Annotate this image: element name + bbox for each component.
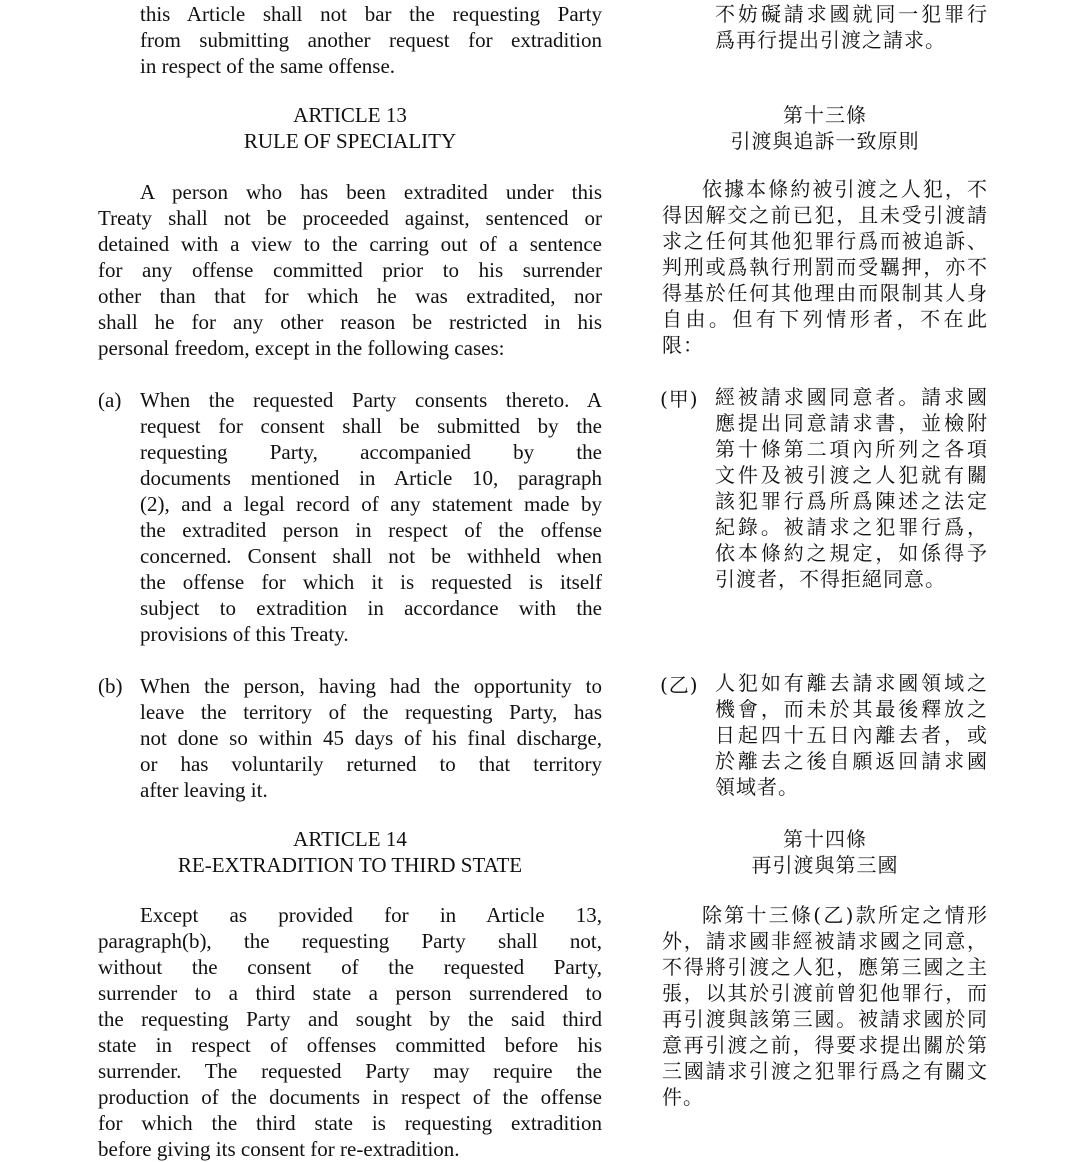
paragraph-line: surrender. The requested Party may require the	[98, 1059, 602, 1083]
paragraph-line: 得因解交之前已犯，且未受引渡請	[662, 203, 988, 227]
paragraph-line: 外，請求國非經被請求國之同意，	[662, 929, 988, 953]
paragraph-line: from submitting another request for extradition	[140, 28, 602, 52]
item-marker: (b)	[98, 674, 123, 698]
paragraph-line: 意再引渡之前，得要求提出關於第	[662, 1033, 988, 1057]
paragraph-line: not done so within 45 days of his final discharge,	[140, 726, 602, 750]
item-marker: (甲)	[660, 387, 699, 411]
paragraph-line: before giving its consent for re-extradition.	[98, 1137, 460, 1161]
paragraph-line: production of the documents in respect of the offense	[98, 1085, 602, 1109]
paragraph-line: A person who has been extradited under this	[140, 180, 602, 204]
paragraph-line: leave the territory of the requesting Party, has	[140, 700, 602, 724]
paragraph-line: shall he for any other reason be restricted in his	[98, 310, 602, 334]
paragraph-line: 引渡者，不得拒絕同意。	[715, 567, 946, 591]
paragraph-line: surrender to a third state a person surrendered to	[98, 981, 602, 1005]
paragraph-line: 應提出同意請求書，並檢附	[715, 411, 988, 435]
paragraph-line: for which the third state is requesting extradition	[98, 1111, 602, 1135]
paragraph-line: requesting Party, accompanied by the	[140, 440, 602, 464]
article-heading: ARTICLE 14	[293, 827, 407, 851]
paragraph-line: detained with a view to the carring out of a sentence	[98, 232, 602, 256]
paragraph-line: 再引渡與該第三國。被請求國於同	[662, 1007, 988, 1031]
paragraph-line: 自由。但有下列情形者，不在此	[662, 307, 988, 331]
paragraph-line: without the consent of the requested Party,	[98, 955, 602, 979]
article-heading: 再引渡與第三國	[751, 853, 899, 877]
paragraph-line: 張，以其於引渡前曾犯他罪行，而	[662, 981, 988, 1005]
paragraph-line: concerned. Consent shall not be withheld when	[140, 544, 602, 568]
paragraph-line: 得基於任何其他理由而限制其人身	[662, 281, 988, 305]
paragraph-line: 第十條第二項內所列之各項	[715, 437, 988, 461]
article-heading: 第十三條	[783, 103, 867, 127]
paragraph-line: 依本條約之規定，如係得予	[715, 541, 988, 565]
paragraph-line: 文件及被引渡之人犯就有關	[715, 463, 988, 487]
paragraph-line: 不得將引渡之人犯，應第三國之主	[662, 955, 988, 979]
article-heading: ARTICLE 13	[293, 103, 407, 127]
paragraph-line: 領域者。	[715, 775, 799, 799]
paragraph-line: 人犯如有離去請求國領域之	[715, 671, 988, 695]
paragraph-line: subject to extradition in accordance with the	[140, 596, 602, 620]
article-heading: 第十四條	[783, 827, 867, 851]
paragraph-line: 三國請求引渡之犯罪行爲之有關文	[662, 1059, 988, 1083]
paragraph-line: 紀錄。被請求之犯罪行爲，	[715, 515, 988, 539]
paragraph-line: 不妨礙請求國就同一犯罪行	[715, 2, 988, 26]
paragraph-line: other than that for which he was extradited, nor	[98, 284, 602, 308]
paragraph-line: after leaving it.	[140, 778, 268, 802]
paragraph-line: provisions of this Treaty.	[140, 622, 349, 646]
paragraph-line: 件。	[662, 1085, 704, 1109]
article-heading: 引渡與追訴一致原則	[730, 129, 920, 153]
paragraph-line: 限：	[662, 333, 704, 357]
paragraph-line: 爲再行提出引渡之請求。	[715, 28, 946, 52]
paragraph-line: 除第十三條(乙)款所定之情形	[702, 903, 988, 927]
paragraph-line: When the requested Party consents thereto. A	[140, 388, 602, 412]
paragraph-line: documents mentioned in Article 10, paragraph	[140, 466, 602, 490]
paragraph-line: the extradited person in respect of the offense	[140, 518, 602, 542]
paragraph-line: When the person, having had the opportunity to	[140, 674, 602, 698]
paragraph-line: this Article shall not bar the requesting Party	[140, 2, 602, 26]
paragraph-line: 求之任何其他犯罪行爲而被追訴、	[662, 229, 988, 253]
paragraph-line: or has voluntarily returned to that territory	[140, 752, 602, 776]
paragraph-line: 於離去之後自願返回請求國	[715, 749, 988, 773]
paragraph-line: Except as provided for in Article 13,	[140, 903, 602, 927]
paragraph-line: 日起四十五日內離去者，或	[715, 723, 988, 747]
item-marker: (乙)	[660, 673, 699, 697]
paragraph-line: in respect of the same offense.	[140, 54, 396, 78]
paragraph-line: 該犯罪行爲所爲陳述之法定	[715, 489, 988, 513]
paragraph-line: 機會，而未於其最後釋放之	[715, 697, 988, 721]
paragraph-line: paragraph(b), the requesting Party shall not,	[98, 929, 602, 953]
article-heading: RULE OF SPECIALITY	[243, 129, 457, 153]
paragraph-line: 判刑或爲執行刑罰而受羈押，亦不	[662, 255, 988, 279]
paragraph-line: state in respect of offenses committed before his	[98, 1033, 602, 1057]
paragraph-line: personal freedom, except in the following cases:	[98, 336, 505, 360]
article-heading: RE-EXTRADITION TO THIRD STATE	[177, 853, 523, 877]
paragraph-line: the offense for which it is requested is itself	[140, 570, 602, 594]
paragraph-line: 經被請求國同意者。請求國	[715, 385, 988, 409]
paragraph-line: the requesting Party and sought by the said third	[98, 1007, 602, 1031]
paragraph-line: request for consent shall be submitted by the	[140, 414, 602, 438]
item-marker: (a)	[98, 388, 122, 412]
paragraph-line: 依據本條約被引渡之人犯，不	[702, 177, 988, 201]
paragraph-line: Treaty shall not be proceeded against, sentenced or	[98, 206, 602, 230]
paragraph-line: for any offense committed prior to his surrender	[98, 258, 602, 282]
paragraph-line: (2), and a legal record of any statement made by	[140, 492, 602, 516]
